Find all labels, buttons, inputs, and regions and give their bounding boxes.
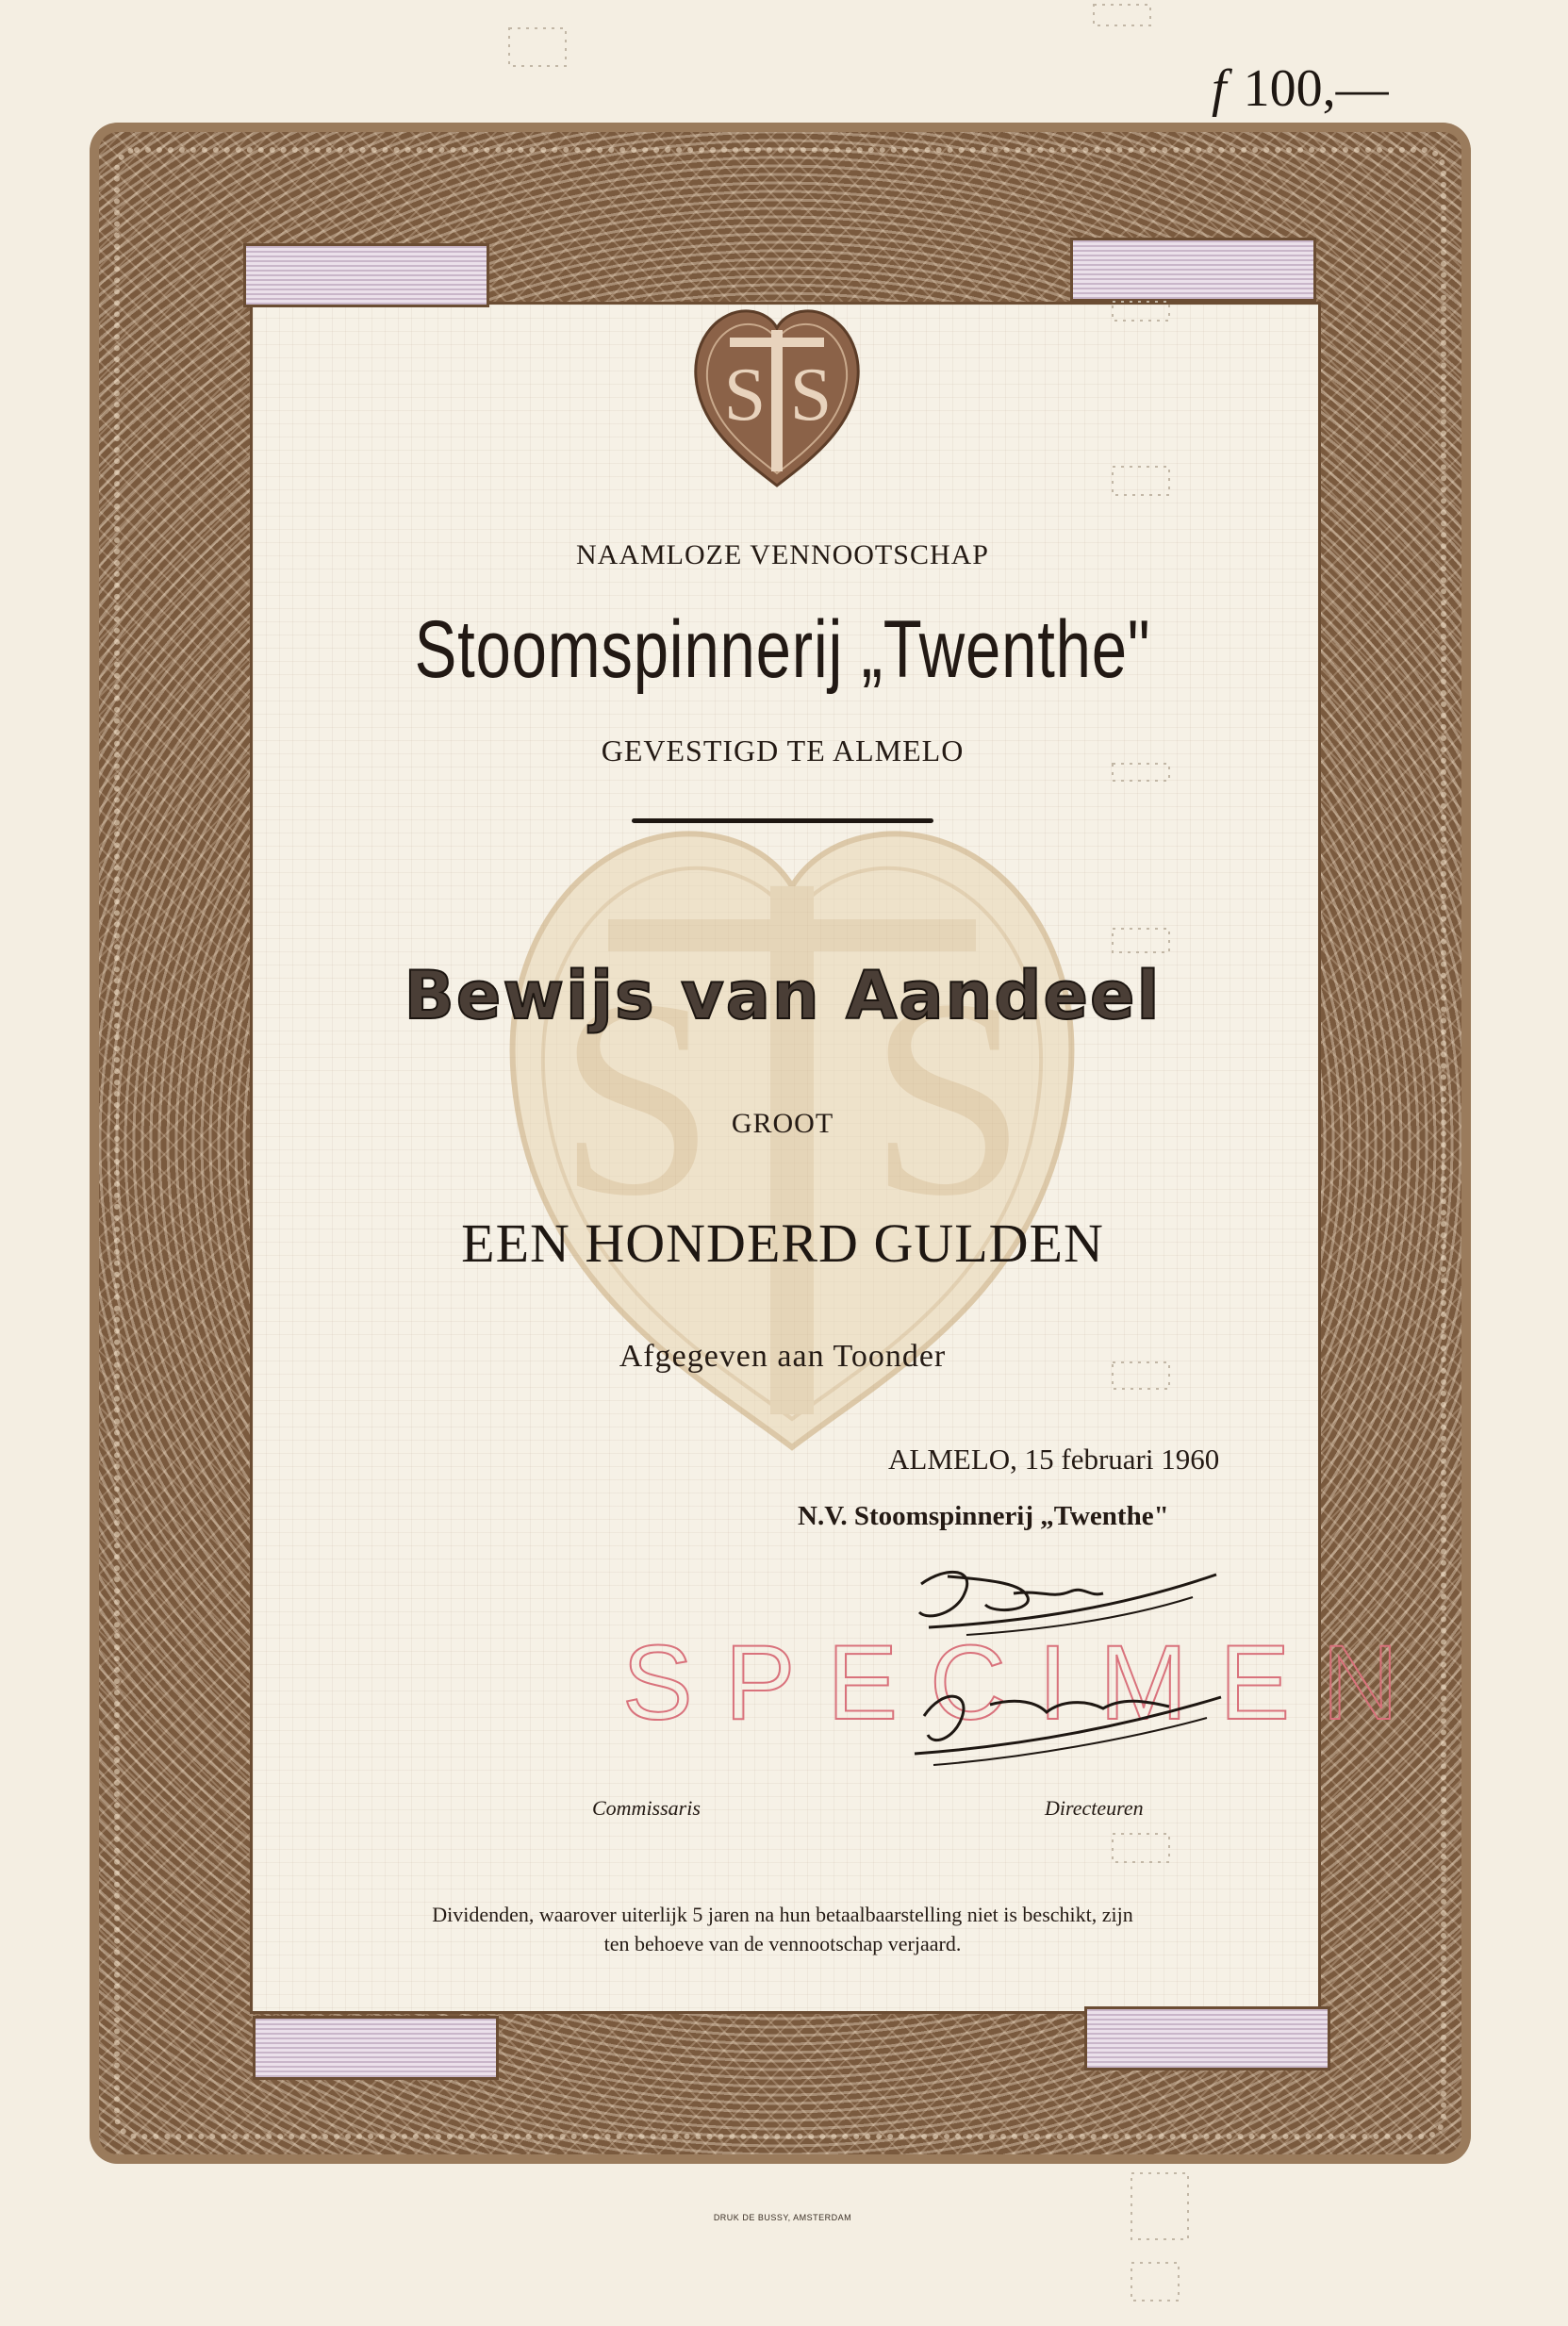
svg-text:S: S [868, 941, 1027, 1254]
role-commissaris: Commissaris [592, 1796, 701, 1820]
florin-sign: f [1212, 59, 1227, 118]
corner-tab-top-left [243, 243, 489, 307]
company-type: NAAMLOZE VENNOOTSCHAP [576, 539, 989, 570]
corner-tab-top-right [1070, 238, 1316, 302]
bearer-text: Afgegeven aan Toonder [619, 1339, 947, 1374]
sts-heart-logo-icon [690, 302, 865, 490]
signature-2 [905, 1659, 1226, 1768]
corner-tab-bottom-right [1084, 2006, 1330, 2070]
issuer-name: N.V. Stoomspinnerij „Twenthe" [798, 1501, 1169, 1531]
notice-line-1: Dividenden, waarover uiterlijk 5 jaren na hun betaalbaarstelling niet is beschikt, zijn [432, 1903, 1133, 1926]
denomination [1212, 58, 1438, 119]
specimen-stamp: SPECIMEN [622, 1624, 1430, 1741]
svg-text:S: S [723, 354, 767, 437]
printer-imprint: DRUK DE BUSSY, AMSTERDAM [713, 2213, 852, 2222]
svg-text:S: S [789, 354, 833, 437]
svg-text:S: S [557, 941, 716, 1254]
document-title: Bewijs van Aandeel [404, 957, 1162, 1034]
role-directeuren: Directeuren [1045, 1796, 1144, 1820]
notice-line-2: ten behoeve van de vennootschap verjaard. [603, 1932, 962, 1955]
size-label: GROOT [731, 1108, 834, 1139]
corner-tab-bottom-left [253, 2016, 499, 2080]
company-name: Stoomspinnerij „Twenthe" [414, 604, 1151, 695]
divider-rule [632, 818, 933, 823]
place-and-date: ALMELO, 15 februari 1960 [888, 1443, 1220, 1476]
denomination-value: 100,— [1243, 59, 1389, 118]
dividend-notice [349, 1900, 1216, 1958]
amount-in-words: EEN HONDERD GULDEN [461, 1212, 1104, 1274]
company-seat: GEVESTIGD TE ALMELO [601, 734, 965, 767]
